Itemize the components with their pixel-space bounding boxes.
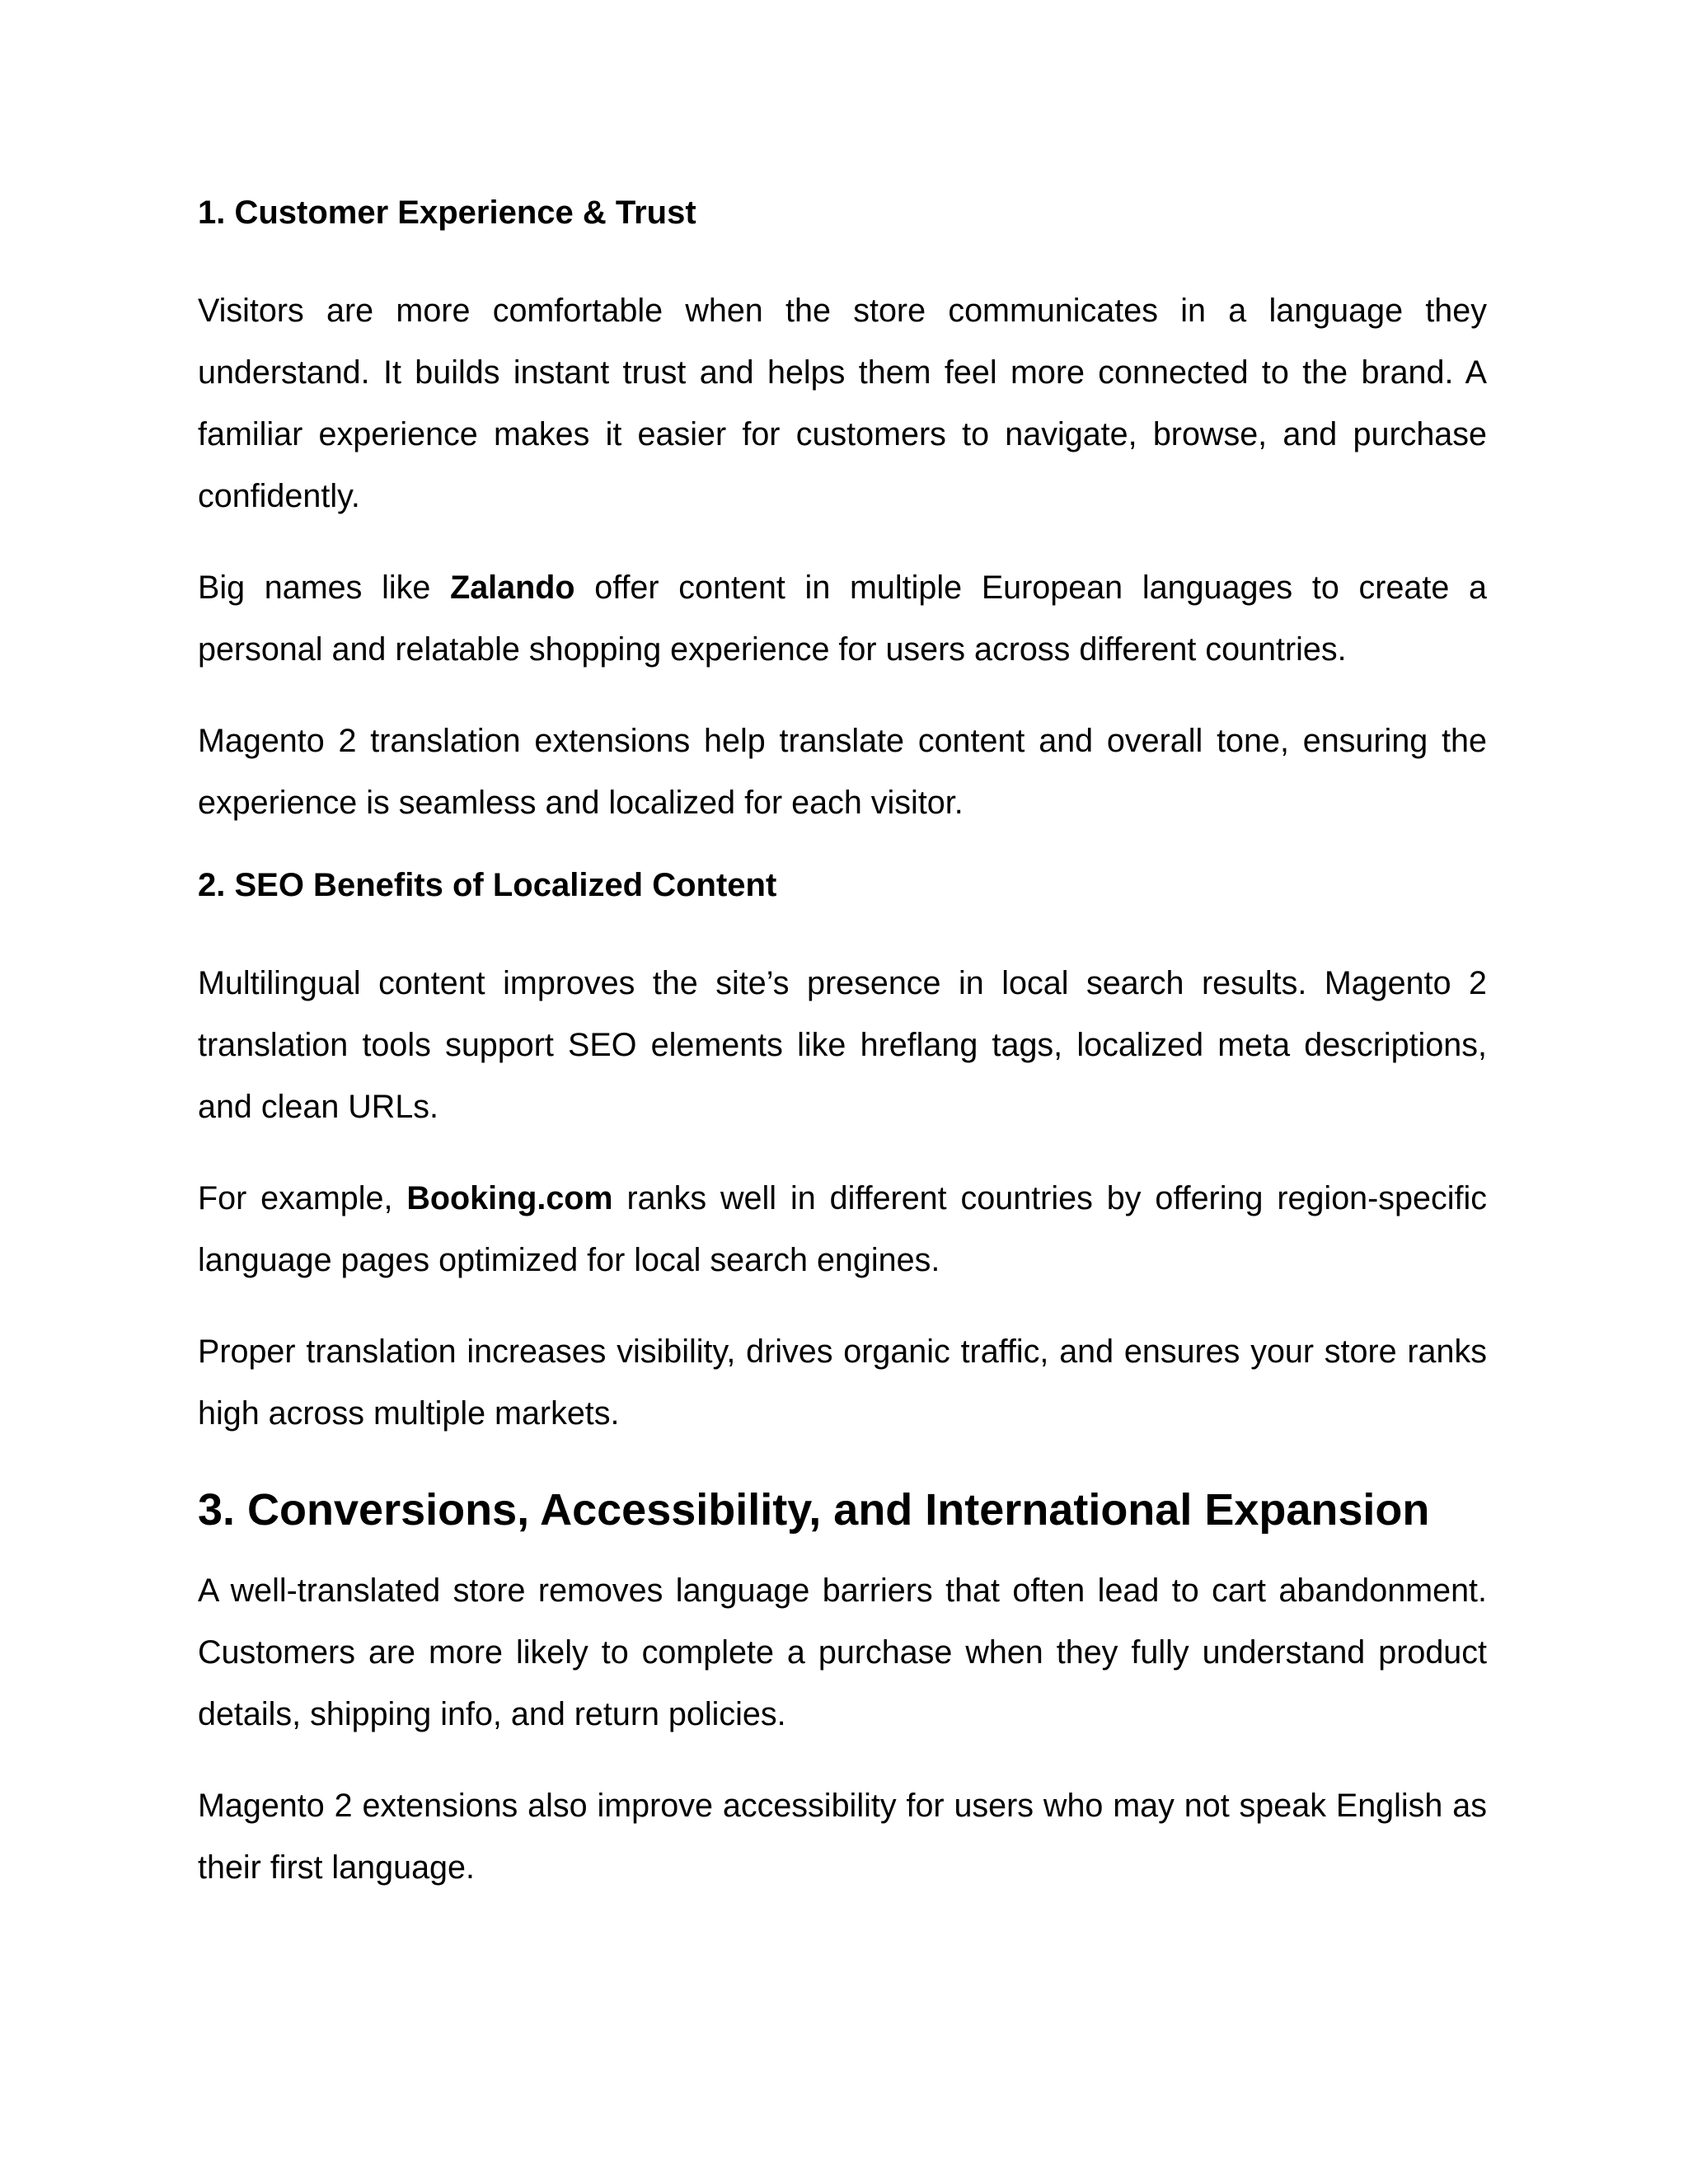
document-page xyxy=(198,191,1487,1929)
section-2-paragraph-1: Multilingual content improves the site’s presence in local search results. Magento 2 translation tools support SEO elements like hreflang tags, localized meta descriptions, and clean URLs. xyxy=(198,965,1487,1125)
brand-zalando: Zalando xyxy=(450,569,575,606)
section-1-paragraph-1: Visitors are more comfortable when the store communicates in a language they understand. It builds instant trust and helps them feel more connected to the brand. A familiar experience makes it easier for customers to navigate, browse, and purchase confidently. xyxy=(198,293,1487,514)
text-span: For example, xyxy=(198,1180,407,1216)
brand-booking: Booking.com xyxy=(406,1180,613,1216)
section-1-paragraph-2 xyxy=(198,557,1487,681)
section-2-paragraph-2 xyxy=(198,1168,1487,1291)
section-1-heading: 1. Customer Experience & Trust xyxy=(198,194,696,231)
section-2-heading: 2. SEO Benefits of Localized Content xyxy=(198,867,777,903)
section-1-paragraph-3: Magento 2 translation extensions help translate content and overall tone, ensuring the experience is seamless and localized for each visitor. xyxy=(198,723,1487,821)
section-2-paragraph-3: Proper translation increases visibility, drives organic traffic, and ensures your store ranks high across multiple markets. xyxy=(198,1333,1487,1432)
text-span: Big names like xyxy=(198,569,451,606)
text-span: ranks well in different countries by offering region-specific language pages optimized for local search engines. xyxy=(198,1180,1487,1278)
section-3-heading: 3. Conversions, Accessibility, and International Expansion xyxy=(198,1485,1430,1535)
text-span: offer content in multiple European languages to create a personal and relatable shopping experience for users across different countries. xyxy=(198,569,1488,668)
section-3-paragraph-1: A well-translated store removes language barriers that often lead to cart abandonment. Customers are more likely to complete a purchase when they fully understand product details, shipping info, and return policies. xyxy=(198,1572,1487,1732)
section-3-paragraph-2: Magento 2 extensions also improve accessibility for users who may not speak English as their first language. xyxy=(198,1788,1487,1886)
